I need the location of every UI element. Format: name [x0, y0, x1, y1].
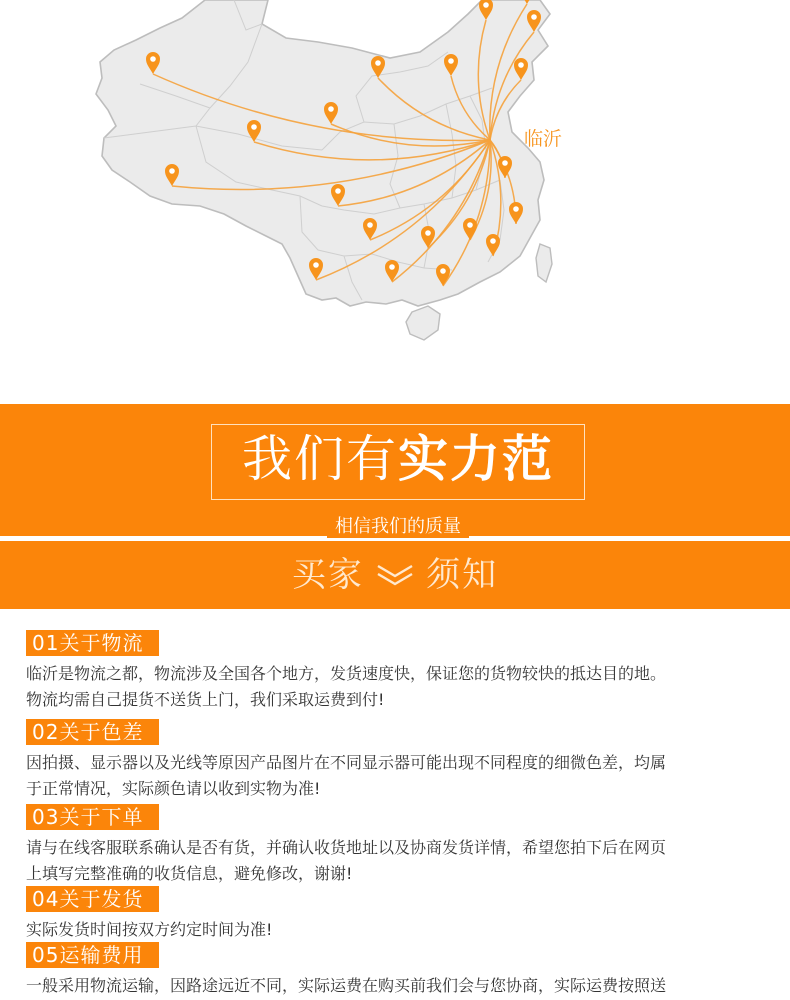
note-text: 临沂是物流之都，物流涉及全国各个地方，发货速度快，保证您的货物较快的抵达目的地。 物流均需自己提货不送货上门，我们采取运费到付!: [26, 664, 667, 709]
strength-title: [212, 427, 584, 491]
note-freight-cost: [26, 942, 666, 999]
strength-title-light: 我们有: [242, 430, 398, 488]
note-color-difference: [26, 719, 666, 802]
note-ordering: [26, 804, 666, 887]
strength-title-frame: [211, 424, 585, 537]
notice-right-word: 须知: [426, 555, 499, 595]
strength-banner: [0, 404, 790, 536]
note-text: 因拍摄、显示器以及光线等原因产品图片在不同显示器可能出现不同程度的细微色差，均属 于正常情况，实际颜色请以收到实物为准!: [26, 753, 667, 798]
note-heading: 05运输费用: [26, 942, 159, 968]
strength-title-bold: 实力范: [398, 430, 554, 488]
strength-subtitle: 相信我们的质量: [327, 516, 469, 538]
note-heading: 03关于下单: [26, 804, 159, 830]
notice-left-word: 买家: [291, 555, 364, 595]
hub-city-label: 临沂: [524, 128, 563, 150]
note-logistics: [26, 630, 666, 713]
note-heading: 04关于发货: [26, 886, 159, 912]
china-route-map: [0, 0, 790, 400]
note-heading: 02关于色差: [26, 719, 159, 745]
double-chevron-down-icon: [375, 562, 415, 588]
note-text: 实际发货时间按双方约定时间为准!: [26, 920, 273, 939]
logistics-map: [0, 0, 790, 400]
note-text: 一般采用物流运输，因路途远近不同，实际运费在购买前我们会与您协商，实际运费按照送: [26, 976, 667, 995]
taiwan-island-shape: [536, 244, 552, 282]
buyer-notice-banner: [0, 540, 790, 609]
note-text: 请与在线客服联系确认是否有货，并确认收货地址以及协商发货详情，希望您拍下后在网页 上填写完整准确的收货信息，避免修改，谢谢!: [26, 838, 667, 883]
note-heading: 01关于物流: [26, 630, 159, 656]
hainan-island-shape: [406, 306, 440, 340]
note-shipping: [26, 886, 272, 943]
